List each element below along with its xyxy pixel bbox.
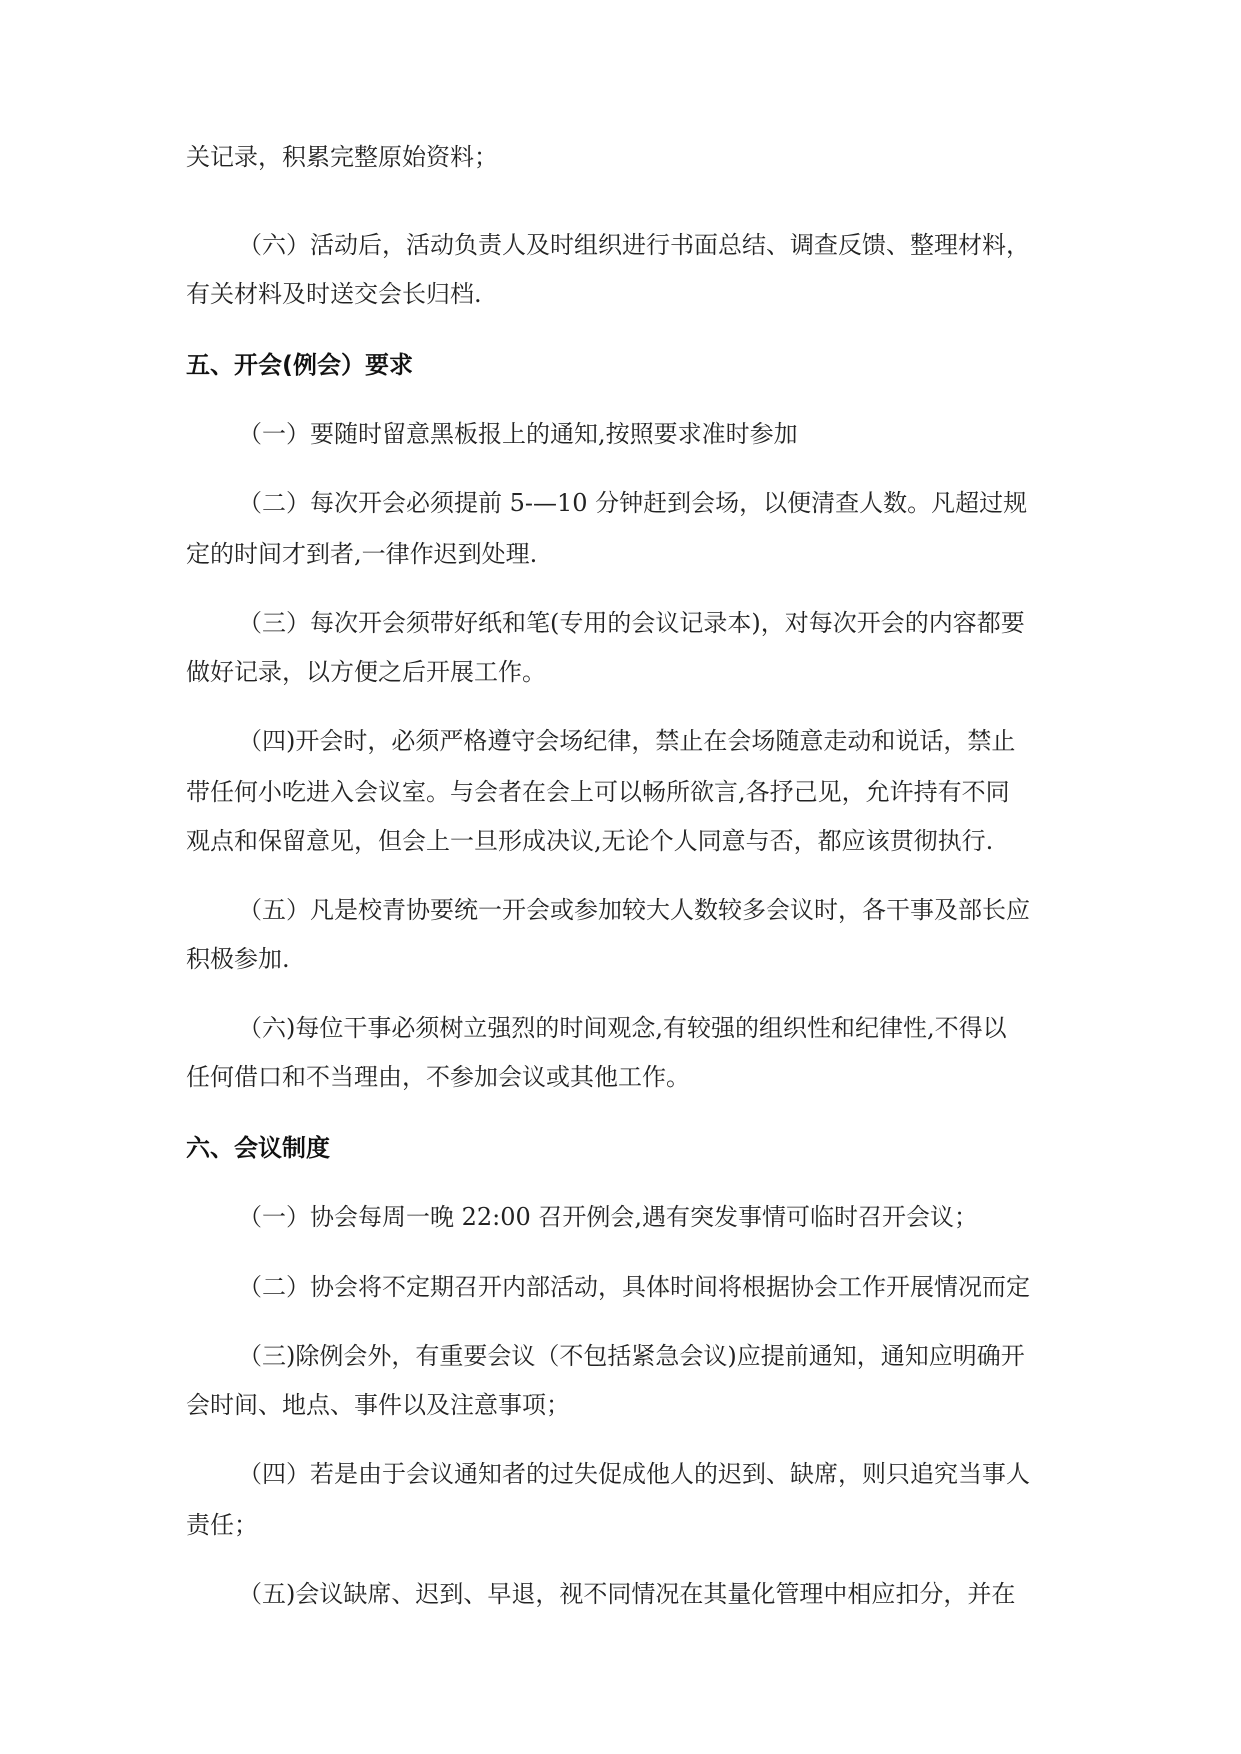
text-line: （二）协会将不定期召开内部活动，具体时间将根据协会工作开展情况而定 — [238, 1273, 1030, 1301]
text-line: 做好记录，以方便之后开展工作。 — [186, 658, 546, 686]
text-line: 定的时间才到者,一律作迟到处理. — [186, 540, 538, 568]
text-line: 责任； — [186, 1511, 258, 1539]
text-line: （六）活动后，活动负责人及时组织进行书面总结、调查反馈、整理材料， — [238, 231, 1030, 259]
text-line: （三)除例会外，有重要会议（不包括紧急会议)应提前通知，通知应明确开 — [238, 1342, 1025, 1370]
text-line: 带任何小吃进入会议室。与会者在会上可以畅所欲言,各抒己见，允许持有不同 — [186, 778, 1010, 806]
text-line: 任何借口和不当理由，不参加会议或其他工作。 — [186, 1063, 690, 1091]
text-line: （三）每次开会须带好纸和笔(专用的会议记录本)，对每次开会的内容都要 — [238, 609, 1025, 637]
text-line: 积极参加. — [186, 945, 290, 973]
text-line: 关记录，积累完整原始资料； — [186, 143, 498, 171]
text-line: 观点和保留意见，但会上一旦形成决议,无论个人同意与否，都应该贯彻执行. — [186, 827, 994, 855]
text-line: （五）凡是校青协要统一开会或参加较大人数较多会议时，各干事及部长应 — [238, 896, 1030, 924]
text-line: （四)开会时，必须严格遵守会场纪律，禁止在会场随意走动和说话，禁止 — [238, 727, 1016, 755]
text-line: （二）每次开会必须提前 5-—10 分钟赶到会场，以便清查人数。凡超过规 — [238, 489, 1028, 517]
section-heading-meeting-system: 六、会议制度 — [186, 1134, 330, 1162]
text-line: （一）要随时留意黑板报上的通知,按照要求准时参加 — [238, 420, 798, 448]
text-line: （一）协会每周一晚 22:00 召开例会,遇有突发事情可临时召开会议； — [238, 1203, 979, 1231]
text-line: （六)每位干事必须树立强烈的时间观念,有较强的组织性和纪律性,不得以 — [238, 1014, 1007, 1042]
section-heading-meeting-requirements: 五、开会(例会）要求 — [186, 351, 413, 379]
text-line: （五)会议缺席、迟到、早退，视不同情况在其量化管理中相应扣分，并在 — [238, 1580, 1016, 1608]
text-line: 有关材料及时送交会长归档. — [186, 280, 482, 308]
text-line: （四）若是由于会议通知者的过失促成他人的迟到、缺席，则只追究当事人 — [238, 1460, 1030, 1488]
text-line: 会时间、地点、事件以及注意事项； — [186, 1391, 570, 1419]
